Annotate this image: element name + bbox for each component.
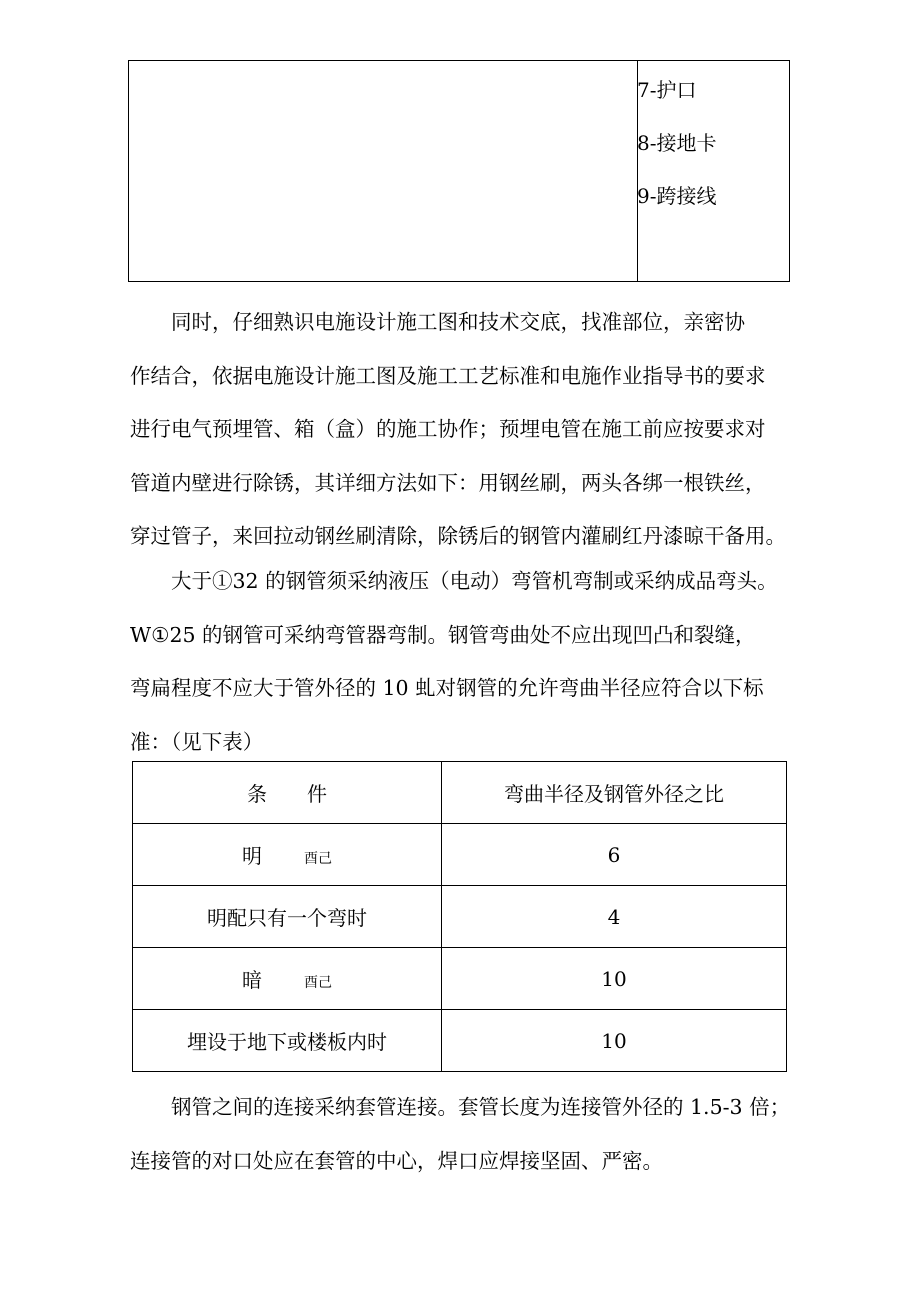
condition-text: 暗 <box>242 968 262 992</box>
text-line: W①25 的钢管可采纳弯管器弯制。钢管弯曲处不应出现凹凸和裂缝， <box>130 622 756 647</box>
text-line: 作结合，依据电施设计施工图及施工工艺标准和电施作业指导书的要求 <box>130 363 766 388</box>
table-row <box>133 1010 787 1072</box>
text-line: 管道内壁进行除锈，其详细方法如下：用钢丝刷，两头各绑一根铁丝， <box>130 470 766 495</box>
text-line: 进行电气预埋管、箱（盒）的施工协作；预埋电管在施工前应按要求对 <box>130 417 766 441</box>
condition-small-text: 酉己 <box>304 974 332 991</box>
ratio-cell: 4 <box>442 886 787 948</box>
table-row <box>133 824 787 886</box>
condition-cell <box>133 824 442 886</box>
legend-box <box>128 60 790 282</box>
table-row <box>133 886 787 948</box>
legend-item: 8-接地卡 <box>637 131 717 155</box>
condition-cell <box>133 948 442 1010</box>
text-line: 钢管之间的连接采纳套管连接。套管长度为连接管外径的 1.5-3 倍； <box>171 1095 791 1119</box>
condition-text: 明 <box>242 844 262 868</box>
text-line: 连接管的对口处应在套管的中心，焊口应焊接坚固、严密。 <box>130 1148 663 1173</box>
paragraph-joining <box>130 1081 810 1188</box>
text-line: 准：（见下表） <box>130 729 264 754</box>
text-line: 穿过管子，来回拉动钢丝刷清除，除锈后的钢管内灌刷红丹漆晾干备用。 <box>130 524 786 548</box>
table-row <box>133 948 787 1010</box>
bend-radius-table <box>132 761 787 1072</box>
text-line: 弯扁程度不应大于管外径的 10 虬对钢管的允许弯曲半径应符合以下标 <box>130 676 764 700</box>
legend-item: 7-护口 <box>637 78 697 102</box>
legend-item: 9-跨接线 <box>637 184 717 208</box>
paragraph-bending <box>130 555 810 769</box>
header-condition: 条 件 <box>133 762 442 824</box>
table-header-row <box>133 762 787 824</box>
condition-cell: 埋设于地下或楼板内时 <box>133 1010 442 1072</box>
ratio-cell: 10 <box>442 1010 787 1072</box>
condition-cell: 明配只有一个弯时 <box>133 886 442 948</box>
header-ratio: 弯曲半径及钢管外径之比 <box>442 762 787 824</box>
condition-small-text: 酉己 <box>304 850 332 867</box>
ratio-cell: 6 <box>442 824 787 886</box>
ratio-cell: 10 <box>442 948 787 1010</box>
text-line: 大于①32 的钢管须采纳液压（电动）弯管机弯制或采纳成品弯头。 <box>171 569 778 593</box>
paragraph-preparation <box>130 296 810 564</box>
text-line: 同时，仔细熟识电施设计施工图和技术交底，找准部位，亲密协 <box>171 310 745 334</box>
